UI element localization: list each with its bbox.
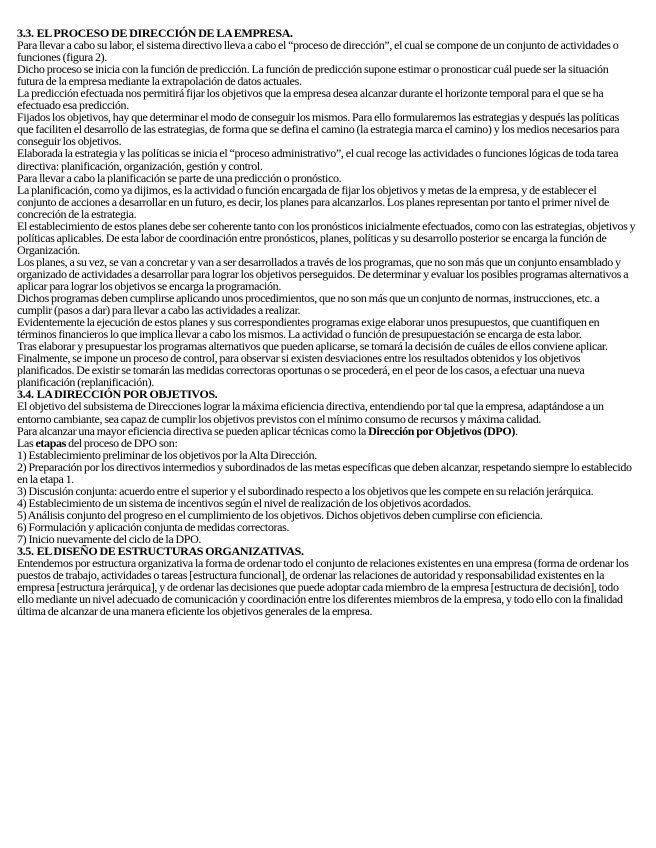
paragraph: Los planes, a su vez, se van a concretar y van a ser desarrollados a través de los programas, que no son más que un conjunto ensamblado y organizado de actividades a desarrollar para lograr los objetivos perseguidos. De determinar y evaluar los posibles programas alternativos a aplicar para lograr los objetivos se encarga la programación. xyxy=(17,254,629,293)
section-number: 3.5. xyxy=(17,544,34,559)
list-item: 3) Discusión conjunta: acuerdo entre el superior y el subordinado respecto a los objetivos que les compete en su relación jerárquica. xyxy=(17,483,594,498)
bold-term-etapas: etapas xyxy=(35,435,67,450)
section-title: EL PROCESO DE DIRECCIÓN DE LA EMPRESA. xyxy=(36,26,293,40)
text-run: del proceso de DPO son: xyxy=(66,435,178,450)
paragraph: La planificación, como ya dijimos, es la actividad o función encargada de fijar los objetivos y metas de la empresa, y de establecer el conjunto de acciones a desarrollar en un futuro, es decir, los planes para alcanzarlos. Los planes representan por tanto el primer nivel de concreción de la estrategia. xyxy=(17,182,609,221)
paragraph: La predicción efectuada nos permitirá fijar los objetivos que la empresa desea alcanzar durante el horizonte temporal para el que se ha efectuado esa predicción. xyxy=(17,86,604,113)
section-title: LA DIRECCIÓN POR OBJETIVOS. xyxy=(36,387,218,402)
list-item: 6) Formulación y aplicación conjunta de medidas correctoras. xyxy=(17,519,290,534)
bold-term-dpo: Dirección por Objetivos (DPO) xyxy=(368,423,516,438)
text-run: Para alcanzar una mayor eficiencia directiva se pueden aplicar técnicas como la xyxy=(17,423,369,438)
paragraph: Tras elaborar y presupuestar los programas alternativos que pueden aplicarse, se tomará la decisión de cuáles de ellos conviene aplicar. xyxy=(17,339,608,354)
list-item: 4) Establecimiento de un sistema de incentivos según el nivel de realización de los objetivos acordados. xyxy=(17,495,471,510)
paragraph: Elaborada la estrategia y las políticas se inicia el “proceso administrativo”, el cual recoge las actividades o funciones lógicas de toda tarea directiva: planificación, organización, gestión y control. xyxy=(17,146,619,173)
list-item: 2) Preparación por los directivos intermedios y subordinados de las metas específicas que deben alcanzar, respetando siempre lo establecido en la etapa 1. xyxy=(17,459,632,486)
list-item: 7) Inicio nuevamente del ciclo de la DPO. xyxy=(17,531,202,546)
section-title: EL DISEÑO DE ESTRUCTURAS ORGANIZATIVAS. xyxy=(36,544,304,559)
list-item: 5) Análisis conjunto del progreso en el cumplimiento de los objetivos. Dichos objetivos deben cumplirse con eficiencia. xyxy=(17,507,543,522)
paragraph: Finalmente, se impone un proceso de control, para observar si existen desviaciones entre los resultados obtenidos y los objetivos planificados. De existir se tomarán las medidas correctoras oportunas o se procederá, en el peor de los casos, a efectuar una nueva planificación (replanificación). xyxy=(17,351,585,390)
paragraph: Fijados los objetivos, hay que determinar el modo de conseguir los mismos. Para ello formularemos las estrategias y después las políticas que faciliten el desarrollo de las estrategias, de forma que se defina el camino (la estrategia marca el camino) y los medios necesarios para conseguir los objetivos. xyxy=(17,110,620,149)
paragraph: Para llevar a cabo la planificación se parte de una predicción o pronóstico. xyxy=(17,170,342,185)
text-run: Las xyxy=(17,435,36,450)
paragraph: Dichos programas deben cumplirse aplicando unos procedimientos, que no son más que un conjunto de normas, instrucciones, etc. a cumplir (pasos a dar) para llevar a cabo las actividades a realizar. xyxy=(17,291,600,318)
list-item: 1) Establecimiento preliminar de los objetivos por la Alta Dirección. xyxy=(17,447,317,462)
paragraph: El objetivo del subsistema de Direcciones lograr la máxima eficiencia directiva, entendiendo por tal que la empresa, adaptándose a un entorno cambiante, sea capaz de cumplir los objetivos previstos con el mínimo consumo de recursos y máxima calidad. xyxy=(17,399,604,426)
section-number: 3.3. xyxy=(17,26,34,40)
section-number: 3.4. xyxy=(17,387,34,402)
paragraph: Dicho proceso se inicia con la función de predicción. La función de predicción supone estimar o pronosticar cuál puede ser la situación futura de la empresa mediante la extrapolación de datos actuales. xyxy=(17,62,609,89)
paragraph: Evidentemente la ejecución de estos planes y sus correspondientes programas exige elaborar unos presupuestos, que cuantifiquen en términos financieros lo que implica llevar a cabo los mismos. La actividad o función de presupuestación se encarga de esta labor. xyxy=(17,315,600,342)
text-run: . xyxy=(515,423,518,438)
paragraph: El establecimiento de estos planes debe ser coherente tanto con los pronósticos inicialmente efectuados, como con las estrategias, objetivos y políticas aplicables. De esta labor de coordinación entre pronósticos, planes, políticas y su desarrollo posterior se encarga la función de Organización. xyxy=(17,218,636,257)
paragraph: Entendemos por estructura organizativa la forma de ordenar todo el conjunto de relaciones existentes en una empresa (forma de ordenar los puestos de trabajo, actividades o tareas [estructura funcional], de ordenar las relaciones de autoridad y responsabilidad existentes en la empresa [estructura jerárquica], y de ordenar las decisiones que puede adoptar cada miembro de la empresa [estructura de decisión], todo ello mediante un nivel adecuado de comunicación y coordinación entre los diferentes miembros de la empresa, y todo ello con la finalidad última de alcanzar de una manera eficiente los objetivos generales de la empresa. xyxy=(17,556,629,619)
paragraph: Para llevar a cabo su labor, el sistema directivo lleva a cabo el “proceso de dirección”, el cual se compone de un conjunto de actividades o funciones (figura 2). xyxy=(17,38,619,65)
paragraph xyxy=(17,437,636,449)
